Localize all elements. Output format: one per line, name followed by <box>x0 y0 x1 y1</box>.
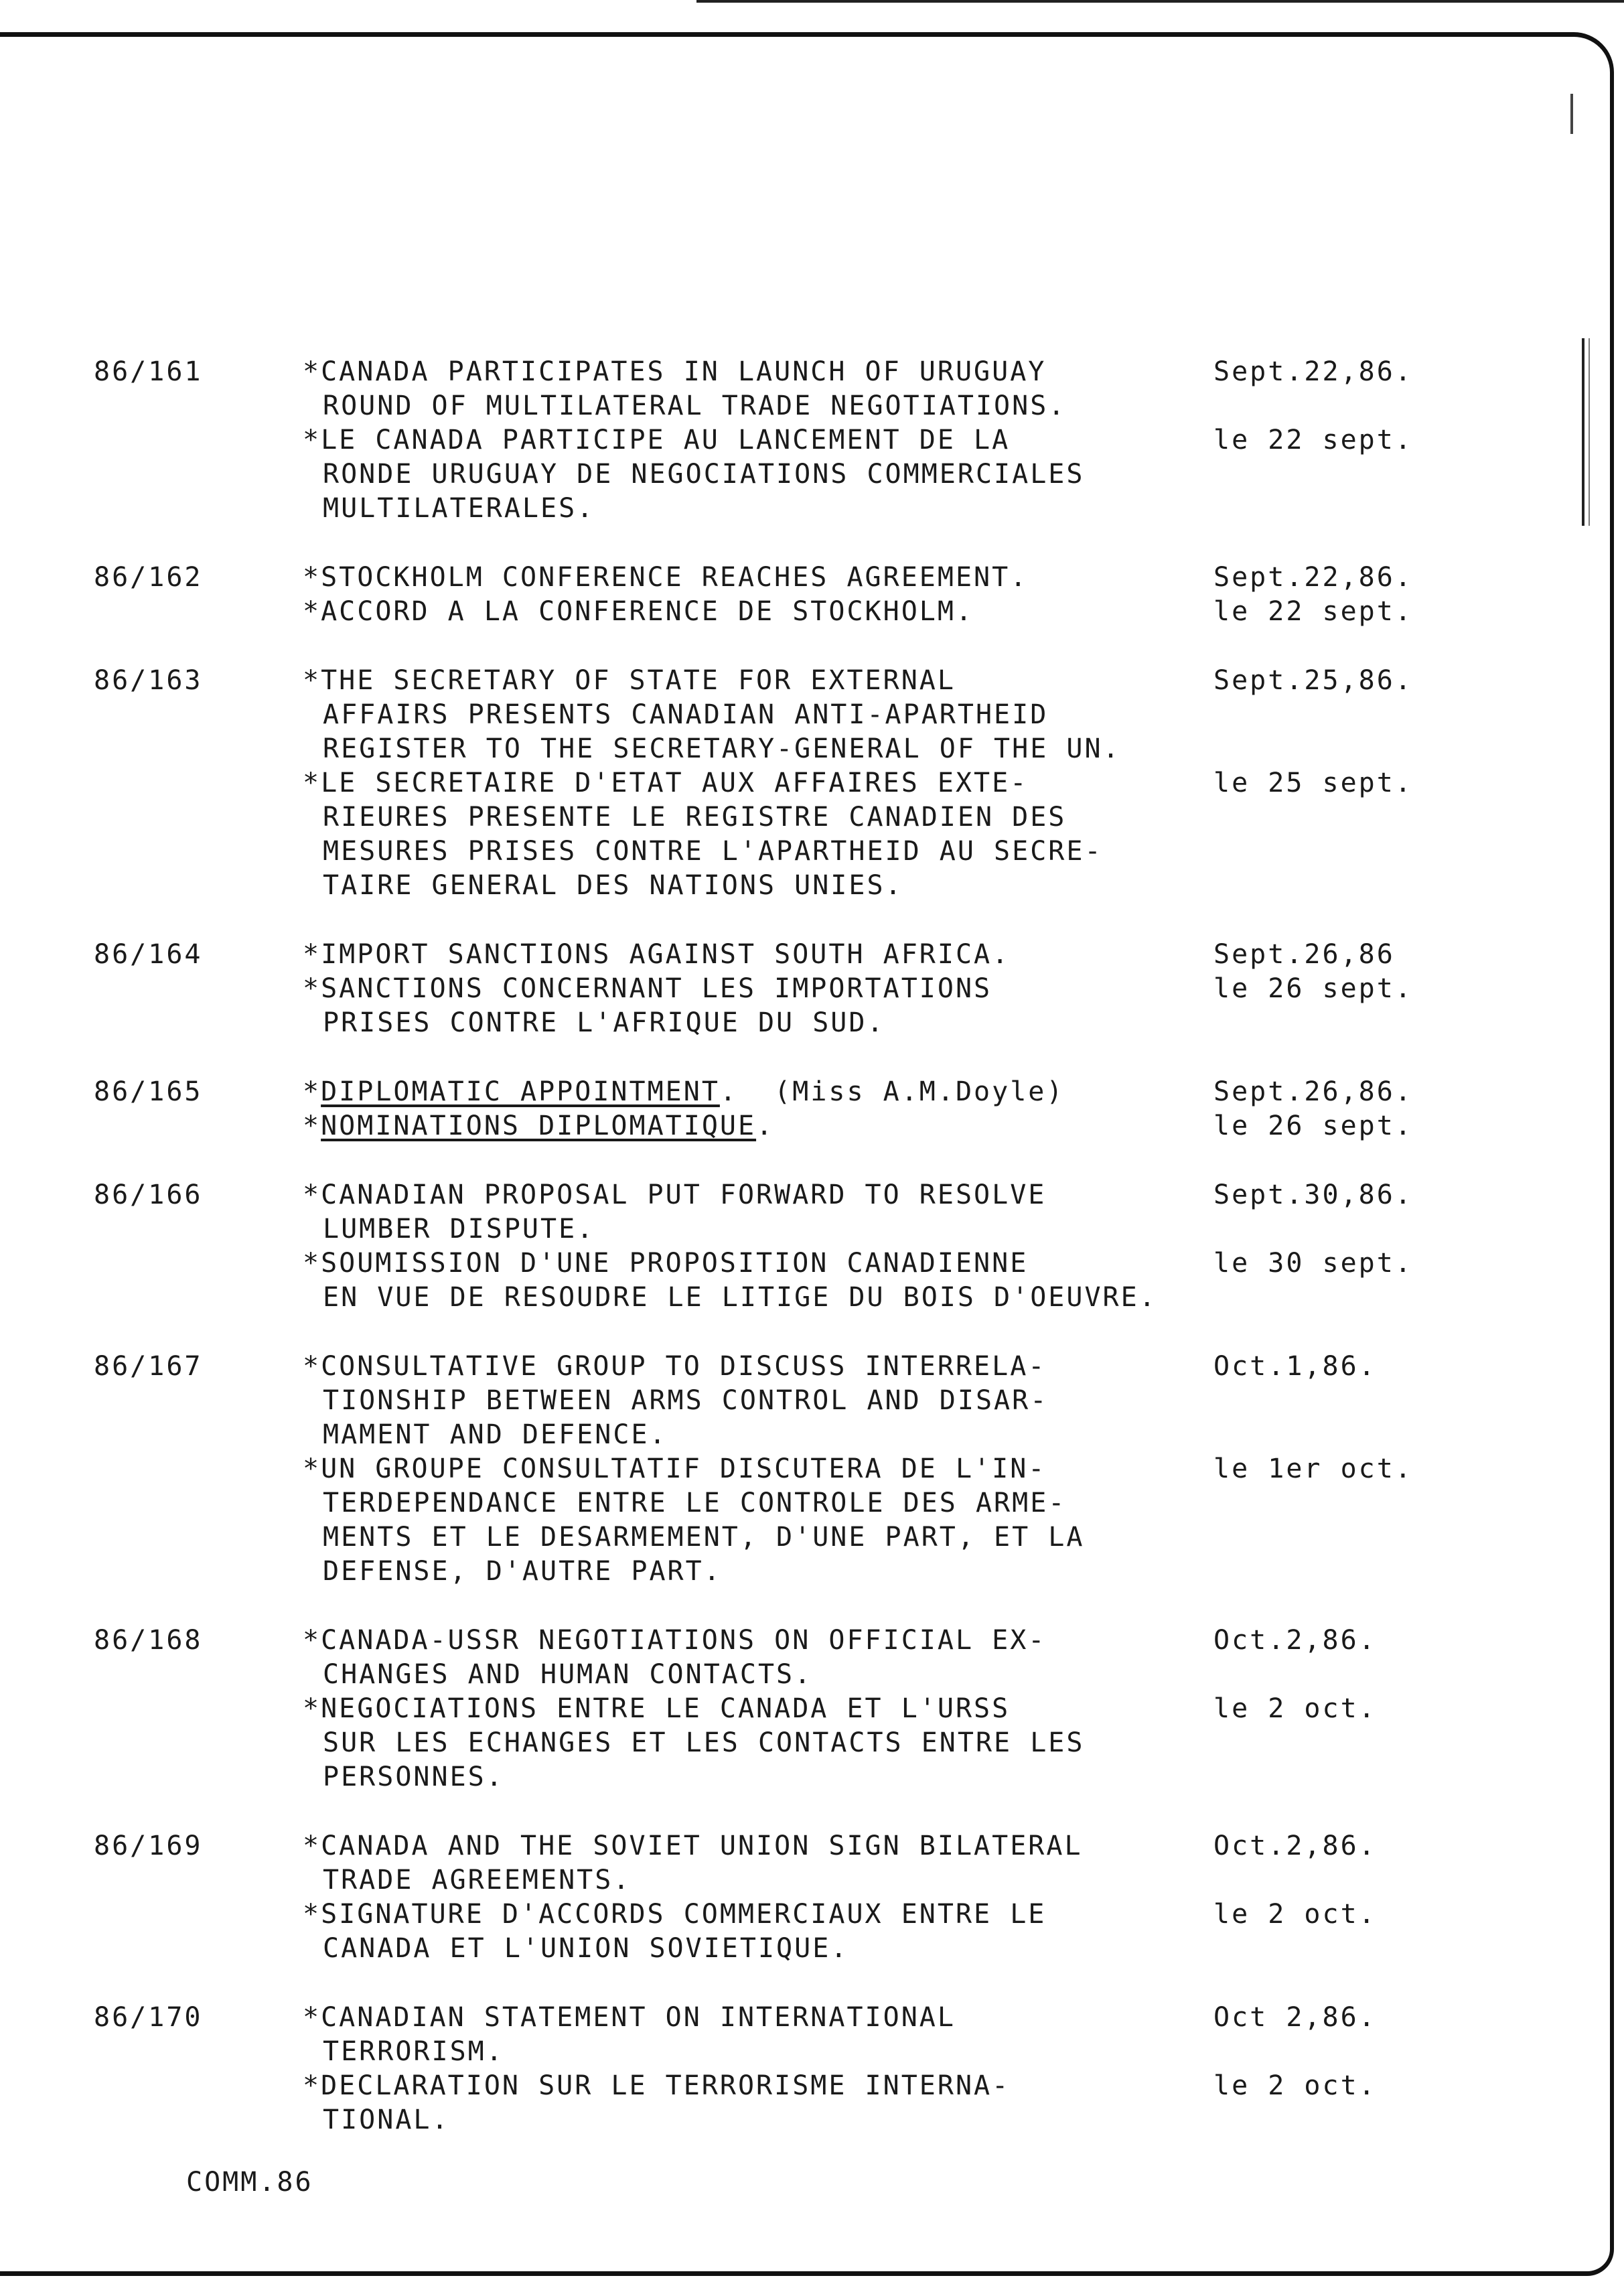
communique-number-spacer <box>94 1898 303 1966</box>
title-line: SUR LES ECHANGES ET LES CONTACTS ENTRE LES <box>323 1727 1085 1758</box>
title-line: *LE SECRETAIRE D'ETAT AUX AFFAIRES EXTE- <box>303 768 1029 798</box>
title-line: RONDE URUGUAY DE NEGOCIATIONS COMMERCIALES <box>323 459 1085 490</box>
communique-title <box>303 355 1200 423</box>
communique-number-spacer <box>94 1246 303 1315</box>
title-line: *STOCKHOLM CONFERENCE REACHES AGREEMENT. <box>303 562 1029 593</box>
binding-mark <box>1582 338 1590 526</box>
communique-number-spacer <box>94 972 303 1040</box>
communique-title <box>303 972 1200 1040</box>
title-line: *CANADA PARTICIPATES IN LAUNCH OF URUGUAY <box>303 356 1047 387</box>
title-line: MAMENT AND DEFENCE. <box>323 1419 668 1450</box>
communique-entry <box>94 1350 1447 1589</box>
communique-title <box>303 423 1200 526</box>
communique-title <box>303 1624 1200 1692</box>
communique-title <box>303 1692 1200 1794</box>
communique-number: 86/161 <box>94 356 203 387</box>
title-underlined: DIPLOMATIC APPOINTMENT <box>321 1076 720 1107</box>
title-line: TAIRE GENERAL DES NATIONS UNIES. <box>323 870 903 901</box>
communique-number: 86/164 <box>94 939 203 970</box>
communique-date: Sept.22,86. <box>1213 562 1413 593</box>
communique-number: 86/163 <box>94 665 203 696</box>
communique-entry <box>94 1075 1447 1143</box>
title-line: *THE SECRETARY OF STATE FOR EXTERNAL <box>303 665 956 696</box>
communique-number-spacer <box>94 423 303 526</box>
title-line <box>303 1075 1200 1109</box>
communique-title <box>303 1178 1200 1246</box>
communique-number: 86/165 <box>94 1076 203 1107</box>
communique-number: 86/168 <box>94 1625 203 1656</box>
communique-number-spacer <box>94 595 303 629</box>
title-line: *ACCORD A LA CONFERENCE DE STOCKHOLM. <box>303 596 974 627</box>
communique-number-spacer <box>94 2069 303 2137</box>
title-prefix: * <box>303 1076 321 1107</box>
title-underlined: NOMINATIONS DIPLOMATIQUE <box>321 1111 757 1141</box>
title-line: *CANADA AND THE SOVIET UNION SIGN BILATERAL <box>303 1831 1083 1861</box>
communique-entry <box>94 1178 1447 1315</box>
title-line: *SOUMISSION D'UNE PROPOSITION CANADIENNE <box>303 1248 1029 1279</box>
communique-title <box>303 664 1200 766</box>
communique-title <box>303 938 1200 972</box>
communique-date: Sept.30,86. <box>1213 1180 1413 1210</box>
communique-title <box>303 2069 1200 2137</box>
communique-date: le 2 oct. <box>1213 1899 1377 1930</box>
communique-list <box>94 355 1447 2172</box>
communique-date: Oct.2,86. <box>1213 1831 1377 1861</box>
communique-date: le 2 oct. <box>1213 1693 1377 1724</box>
communique-date: le 26 sept. <box>1213 1111 1413 1141</box>
title-line: MESURES PRISES CONTRE L'APARTHEID AU SECRE- <box>323 836 1103 867</box>
communique-date: Sept.22,86. <box>1213 356 1413 387</box>
title-line: *CANADIAN PROPOSAL PUT FORWARD TO RESOLVE <box>303 1180 1047 1210</box>
communique-title <box>303 1452 1200 1589</box>
title-line: MENTS ET LE DESARMEMENT, D'UNE PART, ET LA <box>323 1522 1085 1553</box>
communique-entry <box>94 561 1447 629</box>
communique-date: le 25 sept. <box>1213 768 1413 798</box>
title-line: *DECLARATION SUR LE TERRORISME INTERNA- <box>303 2070 1011 2101</box>
communique-date: Oct.1,86. <box>1213 1351 1377 1382</box>
communique-entry <box>94 2001 1447 2137</box>
communique-number: 86/169 <box>94 1831 203 1861</box>
communique-title <box>303 766 1200 903</box>
communique-date: le 22 sept. <box>1213 596 1413 627</box>
title-line <box>303 1109 1200 1143</box>
communique-number: 86/162 <box>94 562 203 593</box>
binding-mark <box>1570 94 1573 134</box>
communique-number-spacer <box>94 766 303 903</box>
communique-title <box>303 1898 1200 1966</box>
title-line: TERRORISM. <box>323 2036 504 2067</box>
title-line: PERSONNES. <box>323 1762 504 1792</box>
title-line: *LE CANADA PARTICIPE AU LANCEMENT DE LA <box>303 425 1011 455</box>
communique-date: Sept.26,86 <box>1213 939 1395 970</box>
title-line: TRADE AGREEMENTS. <box>323 1865 632 1896</box>
title-line: *SANCTIONS CONCERNANT LES IMPORTATIONS <box>303 973 992 1004</box>
title-prefix: * <box>303 1111 321 1141</box>
title-line: *CONSULTATIVE GROUP TO DISCUSS INTERRELA- <box>303 1351 1047 1382</box>
communique-date: le 2 oct. <box>1213 2070 1377 2101</box>
title-line: *CANADIAN STATEMENT ON INTERNATIONAL <box>303 2002 956 2033</box>
title-line: TIONAL. <box>323 2104 450 2135</box>
communique-date: Oct.2,86. <box>1213 1625 1377 1656</box>
title-line: EN VUE DE RESOUDRE LE LITIGE DU BOIS D'OEUVRE. <box>323 1282 1157 1313</box>
communique-date: Sept.25,86. <box>1213 665 1413 696</box>
title-line: *UN GROUPE CONSULTATIF DISCUTERA DE L'IN- <box>303 1453 1047 1484</box>
communique-entry <box>94 664 1447 903</box>
communique-number: 86/170 <box>94 2002 203 2033</box>
title-line: *NEGOCIATIONS ENTRE LE CANADA ET L'URSS <box>303 1693 1011 1724</box>
communique-number: 86/167 <box>94 1351 203 1382</box>
communique-number: 86/166 <box>94 1180 203 1210</box>
page-top-edge <box>696 0 1624 3</box>
title-line: *SIGNATURE D'ACCORDS COMMERCIAUX ENTRE LE <box>303 1899 1047 1930</box>
communique-entry <box>94 938 1447 1040</box>
communique-title <box>303 1075 1200 1109</box>
title-line: LUMBER DISPUTE. <box>323 1214 595 1244</box>
title-line: ROUND OF MULTILATERAL TRADE NEGOTIATIONS. <box>323 390 1067 421</box>
communique-entry <box>94 1829 1447 1966</box>
communique-title <box>303 1246 1200 1315</box>
title-line: AFFAIRS PRESENTS CANADIAN ANTI-APARTHEID <box>323 699 1049 730</box>
title-suffix: . (Miss A.M.Doyle) <box>719 1076 1065 1107</box>
communique-title <box>303 595 1200 629</box>
communique-number-spacer <box>94 1452 303 1589</box>
communique-title <box>303 1829 1200 1898</box>
communique-date: le 22 sept. <box>1213 425 1413 455</box>
title-line: *IMPORT SANCTIONS AGAINST SOUTH AFRICA. <box>303 939 1011 970</box>
title-line: *CANADA-USSR NEGOTIATIONS ON OFFICIAL EX- <box>303 1625 1047 1656</box>
title-line: CHANGES AND HUMAN CONTACTS. <box>323 1659 813 1690</box>
communique-number-spacer <box>94 1109 303 1143</box>
communique-date: le 26 sept. <box>1213 973 1413 1004</box>
communique-title <box>303 1350 1200 1452</box>
communique-title <box>303 1109 1200 1143</box>
title-line: REGISTER TO THE SECRETARY-GENERAL OF THE UN. <box>323 733 1121 764</box>
title-line: DEFENSE, D'AUTRE PART. <box>323 1556 722 1587</box>
title-line: TIONSHIP BETWEEN ARMS CONTROL AND DISAR- <box>323 1385 1049 1416</box>
title-suffix: . <box>756 1111 775 1141</box>
communique-number-spacer <box>94 1692 303 1794</box>
communique-title <box>303 561 1200 595</box>
communique-date: le 1er oct. <box>1213 1453 1413 1484</box>
page-footer: COMM.86 <box>186 2167 313 2198</box>
title-line: MULTILATERALES. <box>323 493 595 524</box>
title-line: PRISES CONTRE L'AFRIQUE DU SUD. <box>323 1007 885 1038</box>
communique-entry <box>94 355 1447 526</box>
communique-date: Sept.26,86. <box>1213 1076 1413 1107</box>
title-line: RIEURES PRESENTE LE REGISTRE CANADIEN DES <box>323 802 1067 833</box>
title-line: CANADA ET L'UNION SOVIETIQUE. <box>323 1933 849 1964</box>
communique-date: le 30 sept. <box>1213 1248 1413 1279</box>
communique-entry <box>94 1624 1447 1794</box>
title-line: TERDEPENDANCE ENTRE LE CONTROLE DES ARME- <box>323 1488 1067 1518</box>
communique-date: Oct 2,86. <box>1213 2002 1377 2033</box>
communique-title <box>303 2001 1200 2069</box>
